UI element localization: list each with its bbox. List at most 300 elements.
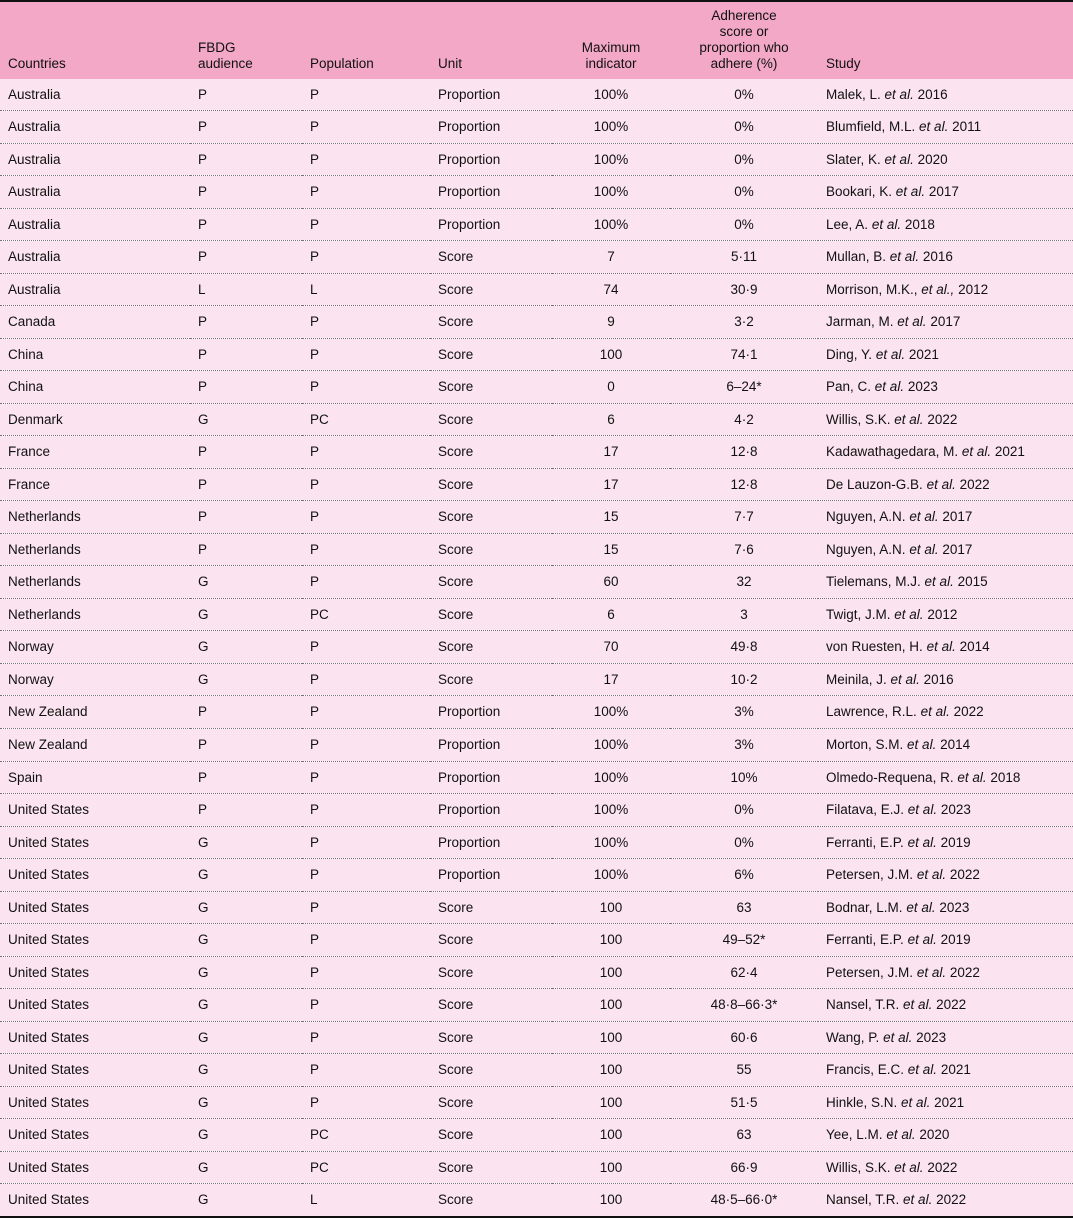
cell-fbdg-audience: P (190, 338, 302, 371)
study-etal: et al. (909, 541, 939, 557)
cell-unit: Proportion (430, 826, 552, 859)
cell-country: United States (0, 956, 190, 989)
study-etal: et al. (903, 1192, 933, 1208)
cell-adherence: 55 (670, 1054, 818, 1087)
study-year: 2018 (904, 216, 935, 232)
cell-study (818, 729, 1073, 762)
cell-adherence: 48·5–66·0* (670, 1184, 818, 1217)
cell-unit: Score (430, 1086, 552, 1119)
study-author: Lawrence, R.L. (826, 704, 917, 720)
study-etal: et al. (897, 314, 927, 330)
study-author: Jarman, M. (826, 314, 894, 330)
study-etal: et al. (883, 1029, 913, 1045)
cell-study (818, 598, 1073, 631)
cell-country: China (0, 371, 190, 404)
study-year: 2021 (994, 444, 1025, 460)
table-row (0, 143, 1073, 176)
cell-maximum-indicator: 100% (552, 859, 670, 892)
study-etal: et al. (871, 216, 902, 232)
cell-study (818, 1151, 1073, 1184)
table-row (0, 176, 1073, 209)
cell-unit: Score (430, 1119, 552, 1152)
cell-population: P (302, 761, 430, 794)
cell-country: Netherlands (0, 566, 190, 599)
cell-fbdg-audience: P (190, 501, 302, 534)
study-author: Olmedo-Requena, R. (826, 769, 954, 785)
cell-population: P (302, 241, 430, 274)
cell-country: United States (0, 859, 190, 892)
cell-maximum-indicator: 100 (552, 1086, 670, 1119)
cell-country: Australia (0, 176, 190, 209)
cell-study (818, 956, 1073, 989)
cell-fbdg-audience: P (190, 79, 302, 111)
cell-country: United States (0, 891, 190, 924)
cell-population: P (302, 989, 430, 1022)
cell-maximum-indicator: 100% (552, 794, 670, 827)
cell-fbdg-audience: P (190, 208, 302, 241)
header-line: Countries (8, 55, 66, 71)
cell-study (818, 1184, 1073, 1217)
study-author: Willis, S.K. (826, 411, 891, 427)
cell-population: P (302, 1021, 430, 1054)
cell-country: Australia (0, 208, 190, 241)
study-year: 2017 (930, 314, 961, 330)
cell-unit: Score (430, 598, 552, 631)
study-author: Nguyen, A.N. (826, 541, 906, 557)
cell-study (818, 989, 1073, 1022)
cell-study (818, 436, 1073, 469)
cell-unit: Score (430, 1184, 552, 1217)
cell-study (818, 79, 1073, 111)
cell-fbdg-audience: G (190, 566, 302, 599)
cell-study (818, 468, 1073, 501)
cell-study (818, 1054, 1073, 1087)
study-year: 2022 (953, 704, 984, 720)
study-etal: et al. (894, 606, 924, 622)
cell-population: P (302, 729, 430, 762)
study-etal: et al. (961, 444, 992, 460)
cell-maximum-indicator: 100 (552, 1054, 670, 1087)
cell-country: Netherlands (0, 501, 190, 534)
cell-population: P (302, 794, 430, 827)
study-year: 2022 (936, 997, 967, 1013)
table-row (0, 403, 1073, 436)
cell-unit: Score (430, 1021, 552, 1054)
cell-study (818, 371, 1073, 404)
study-etal: et al. (874, 379, 905, 395)
cell-unit: Proportion (430, 143, 552, 176)
cell-maximum-indicator: 17 (552, 468, 670, 501)
study-etal: et al. (895, 184, 926, 200)
table-row (0, 696, 1073, 729)
study-year: 2017 (942, 541, 973, 557)
cell-study (818, 143, 1073, 176)
table-row (0, 111, 1073, 144)
cell-adherence: 10% (670, 761, 818, 794)
cell-population: P (302, 143, 430, 176)
table-row (0, 436, 1073, 469)
cell-fbdg-audience: P (190, 371, 302, 404)
cell-country: France (0, 436, 190, 469)
cell-population: P (302, 306, 430, 339)
study-author: Nguyen, A.N. (826, 509, 906, 525)
cell-study (818, 208, 1073, 241)
cell-maximum-indicator: 100% (552, 176, 670, 209)
study-etal: et al. (926, 639, 956, 655)
cell-adherence: 0% (670, 208, 818, 241)
header-line: score or (719, 23, 769, 39)
header-line: Adherence (711, 8, 777, 23)
column-header-maximum-indicator (552, 1, 670, 79)
study-author: Malek, L. (826, 86, 881, 102)
cell-population: P (302, 436, 430, 469)
cell-adherence: 66·9 (670, 1151, 818, 1184)
cell-unit: Score (430, 924, 552, 957)
cell-population: P (302, 533, 430, 566)
cell-adherence: 3% (670, 729, 818, 762)
cell-population: P (302, 501, 430, 534)
cell-population: L (302, 1184, 430, 1217)
table-header (0, 1, 1073, 79)
study-etal: et al. (907, 1062, 938, 1078)
cell-country: United States (0, 794, 190, 827)
cell-population: P (302, 891, 430, 924)
cell-fbdg-audience: G (190, 1184, 302, 1217)
cell-maximum-indicator: 7 (552, 241, 670, 274)
cell-maximum-indicator: 100% (552, 111, 670, 144)
cell-unit: Proportion (430, 176, 552, 209)
cell-study (818, 631, 1073, 664)
study-author: Slater, K. (826, 151, 881, 167)
study-year: 2016 (917, 86, 948, 102)
header-line: FBDG (198, 39, 236, 55)
cell-unit: Score (430, 663, 552, 696)
cell-unit: Proportion (430, 79, 552, 111)
study-etal: et al. (894, 411, 924, 427)
cell-study (818, 533, 1073, 566)
cell-study (818, 891, 1073, 924)
cell-population: P (302, 111, 430, 144)
study-author: Hinkle, S.N. (826, 1094, 898, 1110)
cell-maximum-indicator: 15 (552, 501, 670, 534)
cell-country: Australia (0, 111, 190, 144)
study-author: Mullan, B. (826, 249, 887, 265)
study-year: 2023 (916, 1029, 947, 1045)
study-etal: et al. (903, 997, 933, 1013)
cell-adherence: 0% (670, 143, 818, 176)
cell-fbdg-audience: P (190, 306, 302, 339)
table-row (0, 956, 1073, 989)
cell-country: Australia (0, 273, 190, 306)
study-year: 2022 (936, 1192, 967, 1208)
cell-population: P (302, 468, 430, 501)
cell-fbdg-audience: P (190, 468, 302, 501)
study-year: 2022 (949, 964, 980, 980)
cell-unit: Score (430, 631, 552, 664)
cell-unit: Proportion (430, 761, 552, 794)
cell-unit: Score (430, 403, 552, 436)
cell-maximum-indicator: 100 (552, 338, 670, 371)
study-etal: et al., (921, 281, 955, 297)
cell-study (818, 338, 1073, 371)
cell-unit: Score (430, 956, 552, 989)
study-year: 2012 (958, 281, 989, 297)
cell-unit: Score (430, 1151, 552, 1184)
cell-maximum-indicator: 100 (552, 989, 670, 1022)
study-year: 2020 (919, 1127, 950, 1143)
cell-fbdg-audience: P (190, 729, 302, 762)
cell-maximum-indicator: 70 (552, 631, 670, 664)
cell-adherence: 6% (670, 859, 818, 892)
cell-unit: Score (430, 989, 552, 1022)
cell-fbdg-audience: P (190, 111, 302, 144)
cell-fbdg-audience: P (190, 533, 302, 566)
cell-adherence: 60·6 (670, 1021, 818, 1054)
cell-unit: Score (430, 891, 552, 924)
study-year: 2023 (907, 379, 938, 395)
cell-population: P (302, 79, 430, 111)
cell-study (818, 273, 1073, 306)
cell-fbdg-audience: G (190, 1054, 302, 1087)
study-etal: et al. (909, 509, 939, 525)
cell-adherence: 5·11 (670, 241, 818, 274)
table-row (0, 1086, 1073, 1119)
cell-adherence: 0% (670, 826, 818, 859)
study-etal: et al. (926, 476, 956, 492)
cell-country: Spain (0, 761, 190, 794)
header-line: audience (198, 55, 253, 71)
cell-country: United States (0, 1184, 190, 1217)
table-row (0, 273, 1073, 306)
study-etal: et al. (889, 249, 920, 265)
cell-fbdg-audience: G (190, 663, 302, 696)
study-etal: et al. (884, 86, 914, 102)
cell-population: P (302, 859, 430, 892)
study-year: 2021 (934, 1094, 965, 1110)
cell-fbdg-audience: G (190, 1086, 302, 1119)
cell-population: L (302, 273, 430, 306)
cell-adherence: 0% (670, 79, 818, 111)
cell-adherence: 4·2 (670, 403, 818, 436)
header-line: adhere (%) (710, 55, 778, 71)
cell-fbdg-audience: L (190, 273, 302, 306)
cell-population: P (302, 338, 430, 371)
table-row (0, 79, 1073, 111)
cell-fbdg-audience: G (190, 1021, 302, 1054)
cell-adherence: 62·4 (670, 956, 818, 989)
column-header-population (302, 1, 430, 79)
cell-unit: Score (430, 533, 552, 566)
table-row (0, 1119, 1073, 1152)
cell-maximum-indicator: 17 (552, 436, 670, 469)
table-header-row (0, 1, 1073, 79)
cell-unit: Proportion (430, 111, 552, 144)
table-row (0, 371, 1073, 404)
cell-adherence: 0% (670, 111, 818, 144)
table-row (0, 533, 1073, 566)
study-year: 2015 (957, 574, 988, 590)
study-year: 2014 (959, 639, 990, 655)
cell-population: P (302, 176, 430, 209)
study-etal: et al. (919, 119, 949, 135)
study-author: Bodnar, L.M. (826, 899, 903, 915)
cell-adherence: 49·8 (670, 631, 818, 664)
study-etal: et al. (894, 1159, 924, 1175)
header-line: Maximum (581, 39, 641, 55)
study-etal: et al. (907, 834, 937, 850)
cell-adherence: 30·9 (670, 273, 818, 306)
cell-fbdg-audience: P (190, 143, 302, 176)
cell-study (818, 501, 1073, 534)
cell-population: PC (302, 403, 430, 436)
cell-maximum-indicator: 100% (552, 696, 670, 729)
cell-unit: Score (430, 501, 552, 534)
column-header-unit (430, 1, 552, 79)
cell-fbdg-audience: G (190, 891, 302, 924)
cell-fbdg-audience: G (190, 1119, 302, 1152)
study-author: Kadawathagedara, M. (826, 444, 959, 460)
cell-maximum-indicator: 100 (552, 1151, 670, 1184)
cell-population: P (302, 1086, 430, 1119)
cell-adherence: 12·8 (670, 468, 818, 501)
cell-fbdg-audience: G (190, 403, 302, 436)
table-row (0, 729, 1073, 762)
study-etal: et al. (916, 867, 947, 883)
cell-unit: Proportion (430, 859, 552, 892)
table-row (0, 631, 1073, 664)
cell-fbdg-audience: G (190, 924, 302, 957)
cell-maximum-indicator: 6 (552, 598, 670, 631)
cell-study (818, 1119, 1073, 1152)
cell-population: P (302, 566, 430, 599)
study-etal: et al. (875, 346, 906, 362)
cell-maximum-indicator: 17 (552, 663, 670, 696)
study-etal: et al. (890, 671, 920, 687)
study-etal: et al. (886, 1127, 916, 1143)
cell-study (818, 859, 1073, 892)
study-author: Bookari, K. (826, 184, 893, 200)
cell-maximum-indicator: 100 (552, 891, 670, 924)
cell-adherence: 63 (670, 1119, 818, 1152)
study-year: 2022 (959, 476, 990, 492)
cell-country: China (0, 338, 190, 371)
study-author: Willis, S.K. (826, 1159, 891, 1175)
cell-maximum-indicator: 100% (552, 826, 670, 859)
cell-maximum-indicator: 100% (552, 761, 670, 794)
cell-adherence: 32 (670, 566, 818, 599)
study-year: 2023 (940, 802, 971, 818)
header-line: indicator (585, 55, 637, 71)
study-year: 2018 (990, 769, 1021, 785)
cell-country: United States (0, 924, 190, 957)
study-author: Nansel, T.R. (826, 997, 900, 1013)
study-etal: et al. (901, 1094, 931, 1110)
study-author: Wang, P. (826, 1029, 880, 1045)
cell-maximum-indicator: 100% (552, 79, 670, 111)
study-year: 2022 (927, 1159, 958, 1175)
cell-study (818, 663, 1073, 696)
study-author: Blumfield, M.L. (826, 119, 916, 135)
cell-maximum-indicator: 6 (552, 403, 670, 436)
study-etal: et al. (907, 737, 937, 752)
study-etal: et al. (920, 704, 950, 720)
study-etal: et al. (916, 964, 947, 980)
cell-adherence: 0% (670, 794, 818, 827)
study-author: Morton, S.M. (826, 737, 904, 752)
cell-maximum-indicator: 0 (552, 371, 670, 404)
study-author: Lee, A. (826, 216, 869, 232)
table-row (0, 1151, 1073, 1184)
cell-population: P (302, 924, 430, 957)
cell-population: PC (302, 598, 430, 631)
study-year: 2016 (922, 249, 953, 265)
column-header-study (818, 1, 1073, 79)
cell-population: PC (302, 1119, 430, 1152)
cell-country: Australia (0, 143, 190, 176)
cell-adherence: 48·8–66·3* (670, 989, 818, 1022)
cell-unit: Score (430, 306, 552, 339)
cell-study (818, 794, 1073, 827)
cell-unit: Proportion (430, 696, 552, 729)
cell-study (818, 176, 1073, 209)
table-row (0, 306, 1073, 339)
table-row (0, 794, 1073, 827)
study-author: Petersen, J.M. (826, 964, 914, 980)
cell-fbdg-audience: G (190, 826, 302, 859)
cell-fbdg-audience: P (190, 761, 302, 794)
table-row (0, 859, 1073, 892)
column-header-fbdg-audience (190, 1, 302, 79)
table-row (0, 761, 1073, 794)
cell-maximum-indicator: 9 (552, 306, 670, 339)
cell-adherence: 7·7 (670, 501, 818, 534)
cell-country: Norway (0, 631, 190, 664)
study-author: De Lauzon-G.B. (826, 476, 923, 492)
cell-country: United States (0, 1054, 190, 1087)
table-row (0, 1184, 1073, 1217)
study-author: von Ruesten, H. (826, 639, 923, 655)
study-author: Meinila, J. (826, 671, 887, 687)
cell-adherence: 51·5 (670, 1086, 818, 1119)
cell-unit: Score (430, 468, 552, 501)
study-author: Twigt, J.M. (826, 606, 891, 622)
table-row (0, 663, 1073, 696)
study-author: Ferranti, E.P. (826, 932, 904, 948)
study-author: Nansel, T.R. (826, 1192, 900, 1208)
cell-maximum-indicator: 100 (552, 956, 670, 989)
cell-study (818, 1021, 1073, 1054)
study-year: 2014 (940, 737, 971, 752)
cell-adherence: 7·6 (670, 533, 818, 566)
cell-country: United States (0, 1086, 190, 1119)
study-author: Petersen, J.M. (826, 867, 914, 883)
cell-population: P (302, 663, 430, 696)
cell-adherence: 74·1 (670, 338, 818, 371)
cell-population: P (302, 956, 430, 989)
table-body (0, 79, 1073, 1217)
cell-country: Norway (0, 663, 190, 696)
cell-fbdg-audience: G (190, 1151, 302, 1184)
study-etal: et al. (907, 802, 938, 818)
cell-country: Australia (0, 241, 190, 274)
cell-unit: Score (430, 273, 552, 306)
cell-country: United States (0, 989, 190, 1022)
cell-country: United States (0, 826, 190, 859)
cell-study (818, 566, 1073, 599)
cell-study (818, 696, 1073, 729)
study-year: 2021 (908, 346, 939, 362)
cell-unit: Score (430, 566, 552, 599)
